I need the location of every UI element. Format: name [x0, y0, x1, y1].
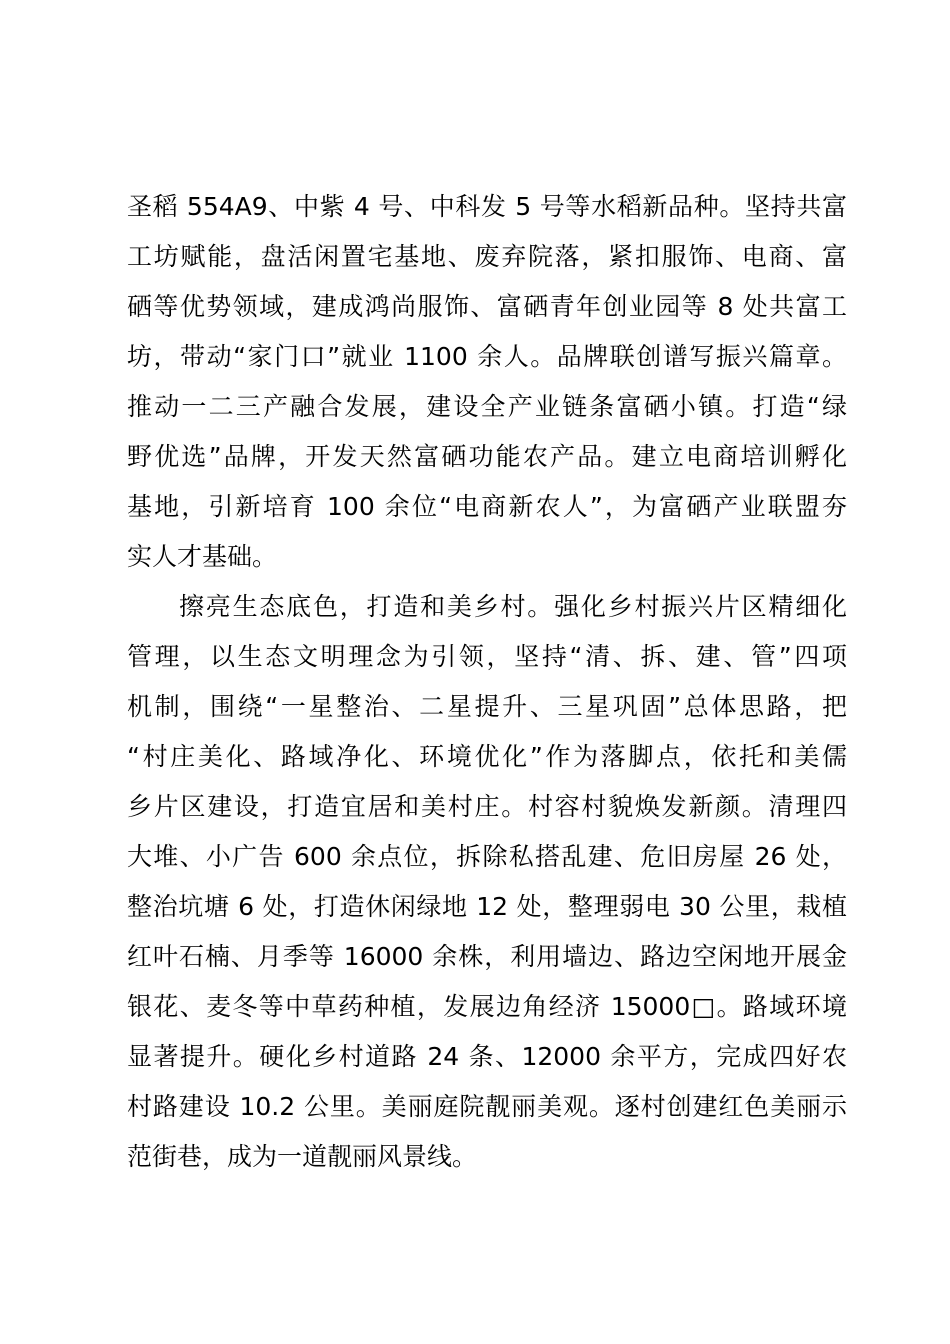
text-line: 实人才基础。 — [127, 542, 278, 571]
paragraph-2 — [127, 582, 847, 1182]
text-line: 大堆、小广告 600 余点位，拆除私搭乱建、危旧房屋 26 处， — [127, 842, 847, 871]
text-line: 管理，以生态文明理念为引领，坚持“清、拆、建、管”四项 — [127, 642, 847, 671]
text-line: 乡片区建设，打造宜居和美村庄。村容村貌焕发新颜。清理四 — [127, 792, 847, 821]
text-line: 范街巷，成为一道靓丽风景线。 — [127, 1142, 478, 1171]
text-line: “村庄美化、路域净化、环境优化”作为落脚点，依托和美儒 — [127, 742, 847, 771]
text-line: 显著提升。硬化乡村道路 24 条、12000 余平方，完成四好农 — [127, 1042, 847, 1071]
text-line: 银花、麦冬等中草药种植，发展边角经济 15000□。路域环境 — [127, 992, 847, 1021]
text-line: 推动一二三产融合发展，建设全产业链条富硒小镇。打造“绿 — [127, 392, 847, 421]
text-line: 擦亮生态底色，打造和美乡村。强化乡村振兴片区精细化 — [179, 592, 847, 621]
text-line: 野优选”品牌，开发天然富硒功能农产品。建立电商培训孵化 — [127, 442, 847, 471]
text-line: 工坊赋能，盘活闲置宅基地、废弃院落，紧扣服饰、电商、富 — [127, 242, 847, 271]
text-line: 村路建设 10.2 公里。美丽庭院靓丽美观。逐村创建红色美丽示 — [127, 1092, 847, 1121]
text-line: 机制，围绕“一星整治、二星提升、三星巩固”总体思路，把 — [127, 692, 847, 721]
text-line: 整治坑塘 6 处，打造休闲绿地 12 处，整理弱电 30 公里，栽植 — [127, 892, 847, 921]
text-line: 坊，带动“家门口”就业 1100 余人。品牌联创谱写振兴篇章。 — [127, 342, 847, 371]
text-line: 基地，引新培育 100 余位“电商新农人”，为富硒产业联盟夯 — [127, 492, 847, 521]
text-line: 圣稻 554A9、中紫 4 号、中科发 5 号等水稻新品种。坚持共富 — [127, 192, 847, 221]
document-body — [127, 182, 847, 1182]
paragraph-1 — [127, 182, 847, 582]
text-line: 硒等优势领域，建成鸿尚服饰、富硒青年创业园等 8 处共富工 — [127, 292, 847, 321]
text-line: 红叶石楠、月季等 16000 余株，利用墙边、路边空闲地开展金 — [127, 942, 847, 971]
